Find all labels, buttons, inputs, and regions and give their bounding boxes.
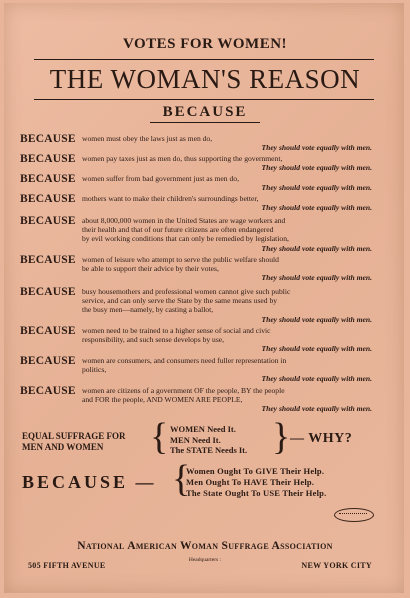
reason-conclusion: They should vote equally with men. [261, 344, 372, 354]
ought-line: The State Ought To USE Their Help. [186, 488, 327, 498]
left-brace-icon: { [172, 458, 191, 500]
reason-line: by evil working conditions that can only be remedied by legislation, [82, 234, 289, 244]
ought-line: Women Ought To GIVE Their Help. [186, 466, 325, 476]
reason-line: about 8,000,000 women in the United States are wage workers and [82, 216, 286, 225]
needs-line: MEN Need It. [170, 434, 221, 445]
reason-label: BECAUSE [20, 325, 76, 337]
reason-line: women suffer from bad government just as men do, [82, 174, 239, 183]
reason-text [82, 134, 372, 143]
reason-text [82, 356, 372, 374]
reason-line: politics, [82, 365, 107, 375]
reason-label: BECAUSE [20, 153, 76, 165]
reason-line: and FOR the people, AND WOMEN ARE PEOPLE, [82, 395, 243, 405]
needs-list [170, 424, 247, 456]
reason-conclusion: They should vote equally with men. [261, 314, 372, 324]
reason-text [82, 386, 372, 404]
ought-list [186, 466, 326, 499]
reason-conclusion: They should vote equally with men. [261, 374, 372, 384]
why-text: — WHY? [290, 431, 353, 446]
equal-suffrage [22, 431, 126, 453]
reason-line: women need to be trained to a higher sense of social and civic [82, 326, 271, 335]
reason-line: women of leisure who attempt to serve the public welfare should [82, 255, 279, 264]
city: NEW YORK CITY [301, 561, 372, 570]
left-brace-icon: { [150, 416, 169, 458]
reason-line: their health and that of our future citizens are often endangered [82, 225, 274, 235]
votes-heading: VOTES FOR WOMEN! [122, 36, 288, 52]
reason-conclusion: They should vote equally with men. [261, 404, 372, 414]
reason-line: responsibility, and such sense develops by use, [82, 335, 225, 345]
reason-label: BECAUSE [20, 385, 76, 397]
union-label-seal-icon [334, 508, 374, 522]
reason-line: women are consumers, and consumers need fuller representation in [82, 356, 287, 365]
reason-text [82, 154, 372, 163]
equal-suffrage-line: EQUAL SUFFRAGE FOR [22, 431, 126, 441]
reason-conclusion: They should vote equally with men. [261, 273, 372, 283]
reason-text [82, 326, 372, 344]
reason-text [82, 287, 372, 315]
reason-line: women pay taxes just as men do, thus supporting the government, [82, 154, 283, 163]
reason-line: be able to support their advice by their votes, [82, 264, 219, 274]
association-name: National American Woman Suffrage Association [77, 540, 333, 552]
reason-line: mothers want to make their children's surroundings better, [82, 194, 259, 203]
reason-conclusion: They should vote equally with men. [261, 203, 372, 213]
reason-label: BECAUSE [20, 355, 76, 367]
reason-conclusion: They should vote equally with men. [261, 243, 372, 253]
reason-label: BECAUSE [20, 215, 76, 227]
reason-line: women must obey the laws just as men do, [82, 134, 213, 143]
reason-text [82, 255, 372, 273]
reason-text [82, 174, 372, 183]
title-rule [34, 99, 374, 100]
needs-line: WOMEN Need It. [170, 424, 236, 434]
needs-line: The STATE Needs It. [170, 445, 248, 455]
reason-line: women are citizens of a government OF the people, BY the people [82, 386, 285, 395]
reason-label: BECAUSE [20, 286, 76, 298]
reason-line: busy housemothers and professional women cannot give such public [82, 287, 291, 296]
big-because: BECAUSE — [22, 472, 157, 492]
equal-suffrage-line: MEN AND WOMEN [22, 442, 104, 452]
reason-text [82, 216, 372, 244]
because-underline [150, 122, 260, 123]
reason-label: BECAUSE [20, 173, 76, 185]
reason-text [82, 194, 372, 203]
right-brace-icon: } [272, 416, 291, 458]
top-rule [34, 59, 374, 60]
ought-line: Men Ought To HAVE Their Help. [186, 477, 315, 487]
reason-conclusion: They should vote equally with men. [261, 183, 372, 193]
page-title: THE WOMAN'S REASON [49, 64, 361, 94]
reason-line: the busy men—namely, by casting a ballot, [82, 305, 214, 315]
reason-label: BECAUSE [20, 193, 76, 205]
reason-label: BECAUSE [20, 133, 76, 145]
because-heading: BECAUSE [162, 104, 248, 120]
reason-line: service, and can only serve the State by the same means used by [82, 296, 278, 306]
reason-conclusion: They should vote equally with men. [261, 163, 372, 173]
reason-label: BECAUSE [20, 254, 76, 266]
address: 505 FIFTH AVENUE [28, 561, 106, 570]
headquarters-label: Headquarters : [188, 557, 222, 563]
reason-conclusion: They should vote equally with men. [261, 143, 372, 153]
